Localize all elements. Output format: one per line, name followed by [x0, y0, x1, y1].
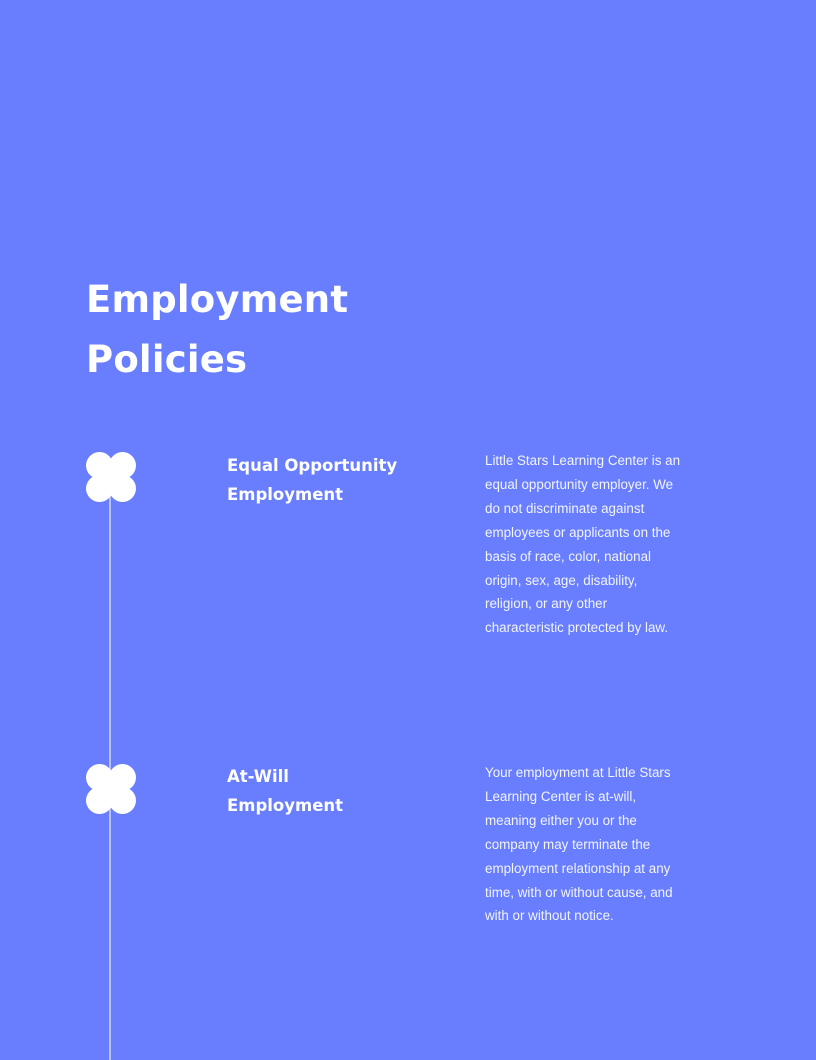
- section-heading-at-will: At-Will Employment: [227, 767, 344, 815]
- flower-icon: [86, 452, 136, 502]
- page-title-line2: Policies: [86, 338, 248, 381]
- page-title: [86, 270, 348, 390]
- section-body-at-will: Your employment at Little Stars Learning Center is at-will, meaning either you or the company may terminate the employment relationship at any time, with or without cause, and with or without notice.: [485, 765, 673, 924]
- section-heading-equal-opportunity: Equal Opportunity Employment: [227, 456, 398, 504]
- section-body-equal-opportunity: Little Stars Learning Center is an equal opportunity employer. We do not discriminate against employees or applicants on the basis of race, color, national origin, sex, age, disability, religion, or any other characteristic protected by law.: [485, 453, 681, 636]
- flower-icon: [86, 764, 136, 814]
- page-title-line1: Employment: [86, 278, 349, 321]
